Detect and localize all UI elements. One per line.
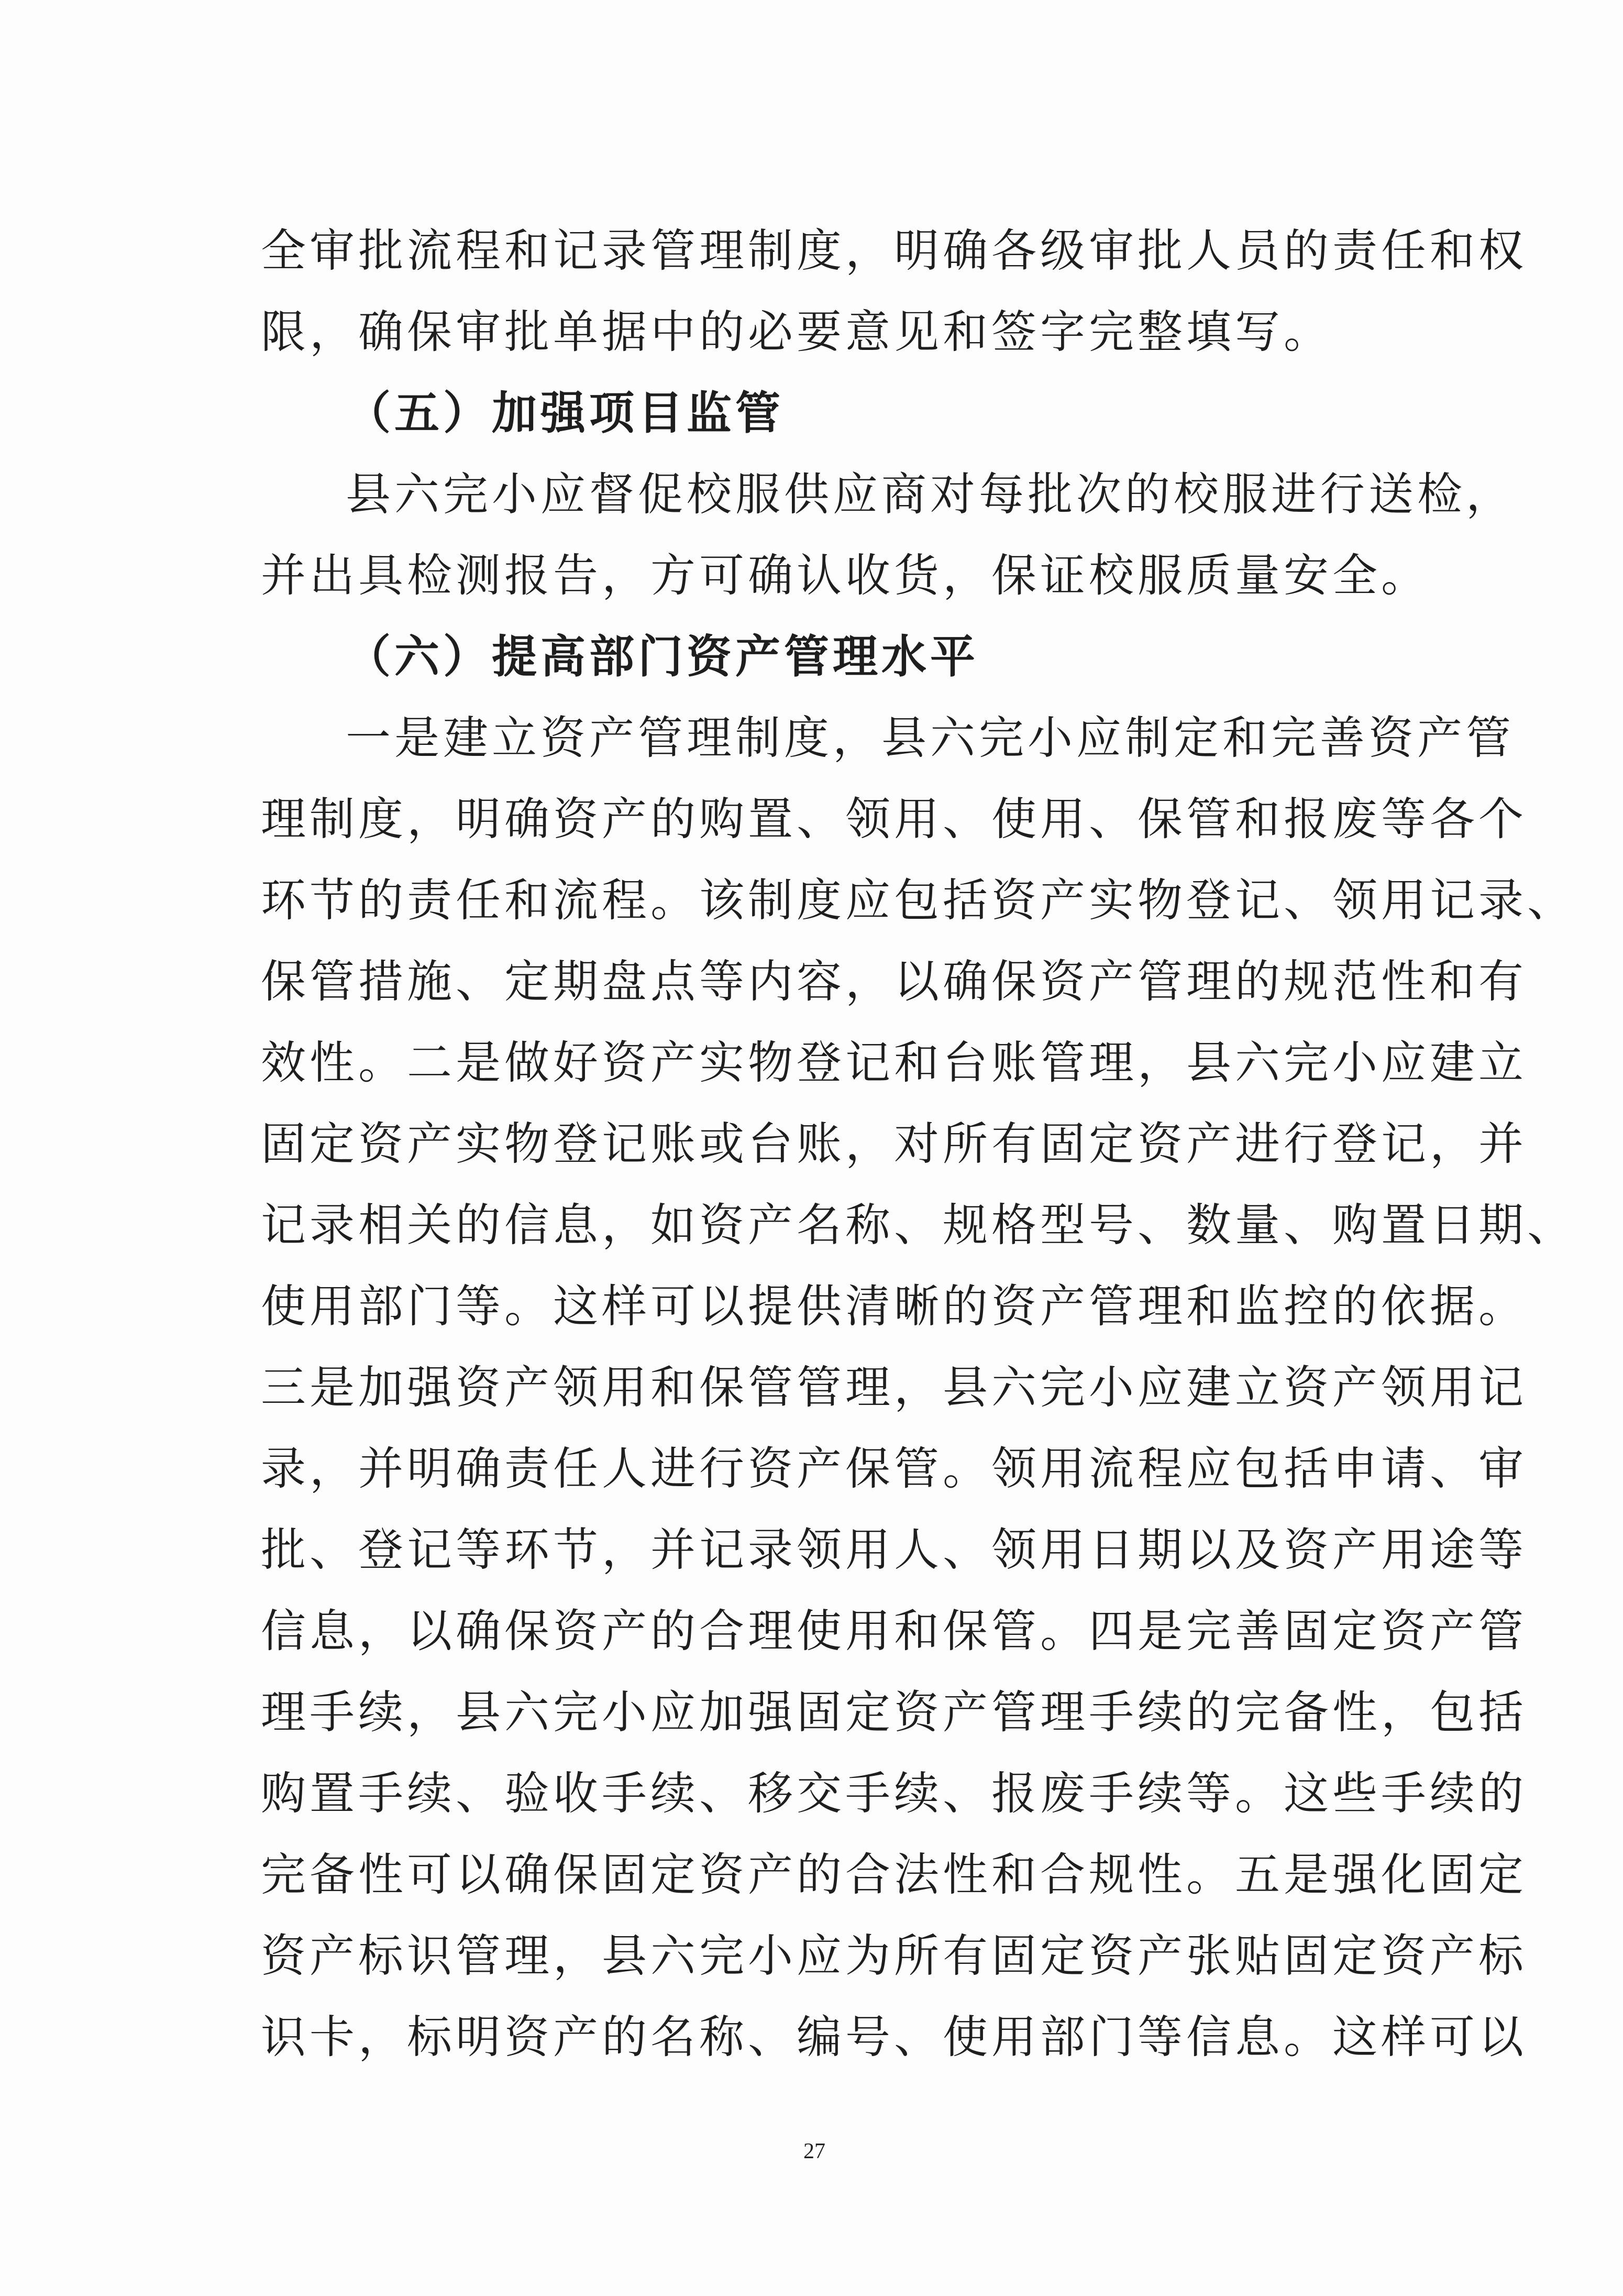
text-line: 保管措施、定期盘点等内容，以确保资产管理的规范性和有 [261, 955, 1527, 1008]
text-line: 录，并明确责任人进行资产保管。领用流程应包括申请、审 [261, 1443, 1527, 1495]
text-line: 理手续，县六完小应加强固定资产管理手续的完备性，包括 [261, 1686, 1527, 1739]
text-line: 识卡，标明资产的名称、编号、使用部门等信息。这样可以 [261, 2011, 1527, 2063]
text-line: 完备性可以确保固定资产的合法性和合规性。五是强化固定 [261, 1849, 1527, 1901]
section-heading-5: （五）加强项目监管 [346, 387, 784, 440]
text-line: 记录相关的信息，如资产名称、规格型号、数量、购置日期、 [261, 1199, 1576, 1251]
text-line: 购置手续、验收手续、移交手续、报废手续等。这些手续的 [261, 1767, 1527, 1820]
page-number: 27 [803, 2139, 825, 2163]
text-line: 信息，以确保资产的合理使用和保管。四是完善固定资产管 [261, 1605, 1527, 1657]
text-line: 效性。二是做好资产实物登记和台账管理，县六完小应建立 [261, 1037, 1527, 1089]
text-line: 批、登记等环节，并记录领用人、领用日期以及资产用途等 [261, 1524, 1527, 1576]
text-line: 理制度，明确资产的购置、领用、使用、保管和报废等各个 [261, 793, 1527, 845]
text-line: 并出具检测报告，方可确认收货，保证校服质量安全。 [261, 550, 1430, 602]
text-line: 资产标识管理，县六完小应为所有固定资产张贴固定资产标 [261, 1930, 1527, 1982]
text-line: 三是加强资产领用和保管管理，县六完小应建立资产领用记 [261, 1361, 1527, 1414]
text-line: 限，确保审批单据中的必要意见和签字完整填写。 [261, 306, 1332, 358]
text-line: 使用部门等。这样可以提供清晰的资产管理和监控的依据。 [261, 1280, 1527, 1333]
text-line: 环节的责任和流程。该制度应包括资产实物登记、领用记录、 [261, 874, 1576, 927]
text-line: 全审批流程和记录管理制度，明确各级审批人员的责任和权 [261, 225, 1527, 277]
section-heading-6: （六）提高部门资产管理水平 [346, 631, 979, 683]
text-line: 一是建立资产管理制度，县六完小应制定和完善资产管 [346, 712, 1515, 764]
text-line: 固定资产实物登记账或台账，对所有固定资产进行登记，并 [261, 1118, 1527, 1170]
text-line: 县六完小应督促校服供应商对每批次的校服进行送检， [346, 468, 1515, 521]
